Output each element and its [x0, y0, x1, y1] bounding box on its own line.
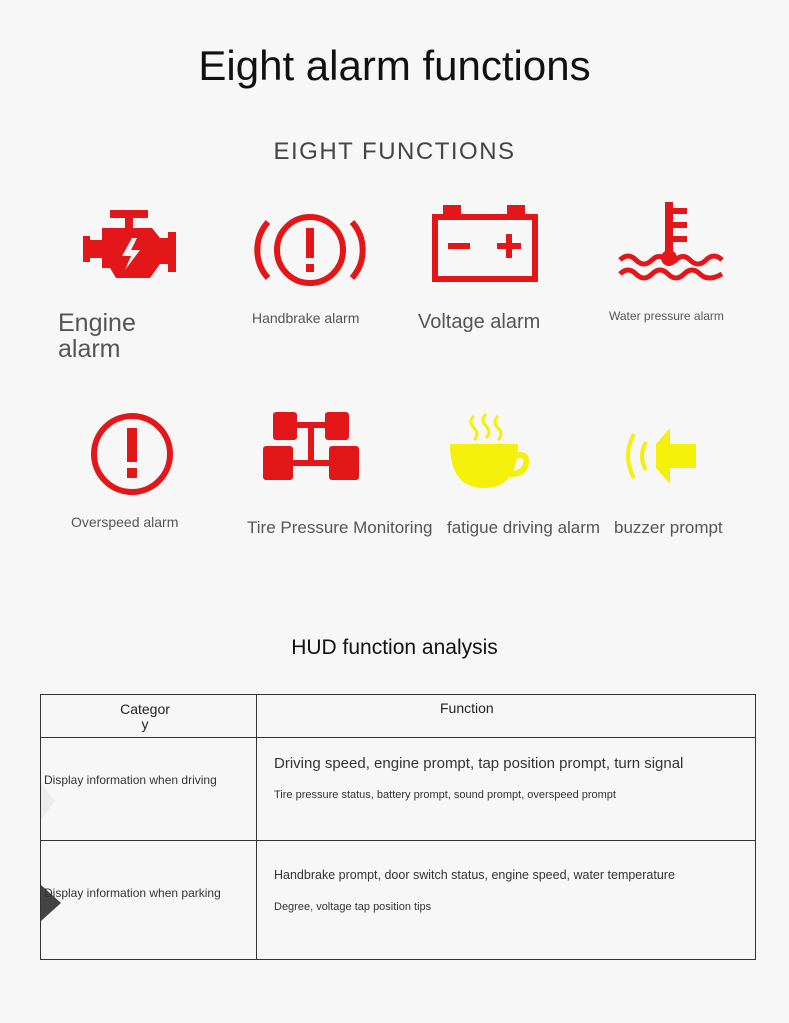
speaker-icon: [624, 426, 698, 486]
handbrake-icon: [248, 210, 372, 290]
alarm-label-water-pressure: Water pressure alarm: [609, 309, 724, 323]
function-cell: [257, 738, 756, 841]
column-header-category: Categor y: [41, 695, 257, 738]
hud-function-table: [40, 694, 756, 960]
engine-icon: [80, 210, 180, 282]
page-title: Eight alarm functions: [198, 42, 591, 89]
coolant-temperature-icon: [616, 202, 726, 284]
battery-icon: [430, 205, 540, 283]
alarm-label-tire-pressure: Tire Pressure Monitoring: [247, 518, 433, 537]
category-cell: [41, 841, 257, 960]
alarm-label-engine: Engine alarm: [58, 309, 136, 363]
warning-circle-icon: [88, 410, 176, 498]
column-header-function: Function: [257, 695, 756, 738]
alarm-label-voltage: Voltage alarm: [418, 311, 541, 333]
function-line: Handbrake prompt, door switch status, engine speed, water temperature: [274, 868, 675, 882]
hud-heading: HUD function analysis: [291, 636, 498, 659]
decorative-shadow: [41, 783, 55, 819]
alarm-label-buzzer: buzzer prompt: [614, 518, 723, 537]
category-text: Display information when driving: [44, 773, 217, 787]
coffee-cup-icon: [448, 412, 532, 492]
table-row: [41, 738, 756, 841]
section-subtitle: EIGHT FUNCTIONS: [273, 138, 516, 165]
category-text: Display information when parking: [44, 886, 221, 900]
function-cell: [257, 841, 756, 960]
function-line: Driving speed, engine prompt, tap position prompt, turn signal: [274, 755, 684, 772]
function-line: Degree, voltage tap position tips: [274, 901, 432, 913]
alarm-label-fatigue: fatigue driving alarm: [447, 518, 601, 537]
table-header-row: [41, 695, 756, 738]
tire-chassis-icon: [263, 410, 359, 482]
alarm-label-handbrake: Handbrake alarm: [252, 310, 360, 326]
table-row: [41, 841, 756, 960]
alarm-label-overspeed: Overspeed alarm: [71, 514, 179, 530]
category-cell: [41, 738, 257, 841]
function-line: Tire pressure status, battery prompt, sound prompt, overspeed prompt: [274, 789, 616, 801]
